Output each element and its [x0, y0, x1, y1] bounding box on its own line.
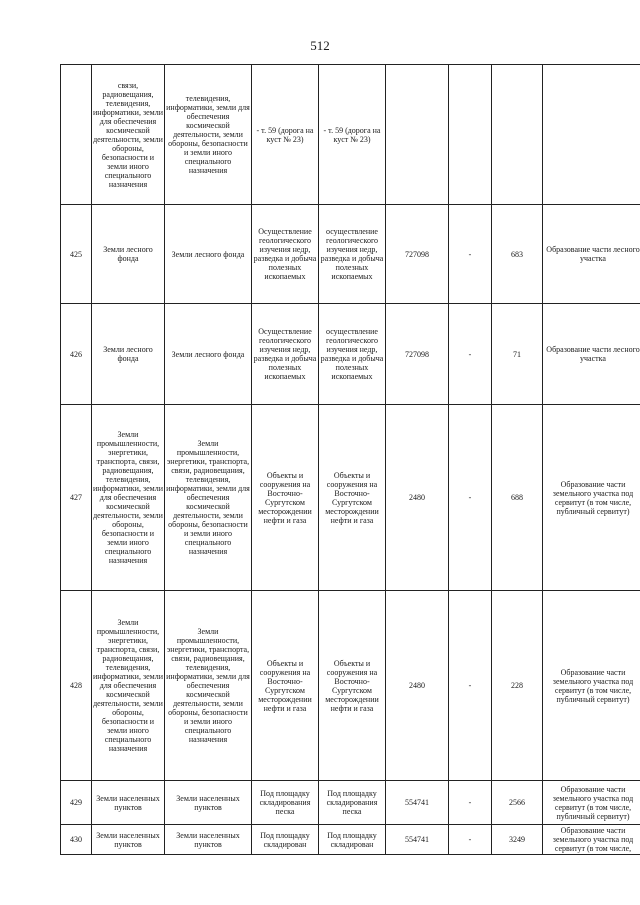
permitted-use: Объекты и сооружения на Восточно-Сургутском месторождении нефти и газа	[252, 405, 319, 591]
permitted-use-text: осуществление геологического изучения недр, разведка и добыча полезных ископаемых	[319, 304, 386, 405]
purpose: Образование части лесного участка	[543, 304, 640, 405]
land-category: Земли лесного фонда	[92, 304, 165, 405]
permitted-use: Под площадку складирован	[252, 825, 319, 855]
land-category: связи, радиовещания, телевидения, информатики, земли для обеспечения космической деятельности, земли обороны, безопасности и земли иного специального назначения	[92, 65, 165, 205]
purpose	[543, 65, 640, 205]
cadastral-number: 727098	[386, 304, 449, 405]
permitted-use-text: - т. 59 (дорога на куст № 23)	[319, 65, 386, 205]
land-category: Земли лесного фонда	[92, 205, 165, 304]
dash-cell: -	[449, 205, 492, 304]
page-number: 512	[310, 38, 330, 53]
cadastral-number: 2480	[386, 591, 449, 781]
dash-cell: -	[449, 825, 492, 855]
land-category-text: Земли промышленности, энергетики, транспорта, связи, радиовещания, телевидения, информатики, земли для обеспечения космической деятельности, земли обороны, безопасности и земли иного специального назначения	[165, 591, 252, 781]
dash-cell	[449, 65, 492, 205]
row-number: 425	[61, 205, 92, 304]
table-row	[61, 591, 640, 781]
permitted-use: Осуществление геологического изучения недр, разведка и добыча полезных ископаемых	[252, 205, 319, 304]
area-value: 683	[492, 205, 543, 304]
permitted-use-text: Объекты и сооружения на Восточно-Сургутском месторождении нефти и газа	[319, 405, 386, 591]
row-number	[61, 65, 92, 205]
table-row	[61, 405, 640, 591]
area-value: 71	[492, 304, 543, 405]
permitted-use: Под площадку складирования песка	[252, 781, 319, 825]
table-row	[61, 205, 640, 304]
land-plots-table	[60, 64, 640, 855]
land-category-text: телевидения, информатики, земли для обеспечения космической деятельности, земли обороны, безопасности и земли иного специального назначения	[165, 65, 252, 205]
dash-cell: -	[449, 304, 492, 405]
land-category-text: Земли промышленности, энергетики, транспорта, связи, радиовещания, телевидения, информатики, земли для обеспечения космической деятельности, земли обороны, безопасности и земли иного специального назначения	[165, 405, 252, 591]
cadastral-number: 2480	[386, 405, 449, 591]
area-value: 228	[492, 591, 543, 781]
purpose: Образование части земельного участка под сервитут (в том числе, публичный сервитут)	[543, 405, 640, 591]
row-number: 428	[61, 591, 92, 781]
purpose: Образование части земельного участка под сервитут (в том числе, публичный сервитут)	[543, 781, 640, 825]
dash-cell: -	[449, 781, 492, 825]
purpose: Образование части земельного участка под сервитут (в том числе,	[543, 825, 640, 855]
purpose: Образование части лесного участка	[543, 205, 640, 304]
land-category-text: Земли лесного фонда	[165, 304, 252, 405]
row-number: 427	[61, 405, 92, 591]
table-row	[61, 65, 640, 205]
area-value: 2566	[492, 781, 543, 825]
permitted-use: Осуществление геологического изучения недр, разведка и добыча полезных ископаемых	[252, 304, 319, 405]
land-category: Земли промышленности, энергетики, транспорта, связи, радиовещания, телевидения, информатики, земли для обеспечения космической деятельности, земли обороны, безопасности и земли иного специального назначения	[92, 405, 165, 591]
land-category-text: Земли лесного фонда	[165, 205, 252, 304]
permitted-use-text: Объекты и сооружения на Восточно-Сургутском месторождении нефти и газа	[319, 591, 386, 781]
area-value: 3249	[492, 825, 543, 855]
purpose: Образование части земельного участка под сервитут (в том числе, публичный сервитут)	[543, 591, 640, 781]
dash-cell: -	[449, 591, 492, 781]
row-number: 426	[61, 304, 92, 405]
cadastral-number	[386, 65, 449, 205]
cadastral-number: 554741	[386, 825, 449, 855]
cadastral-number: 727098	[386, 205, 449, 304]
area-value: 688	[492, 405, 543, 591]
row-number: 430	[61, 825, 92, 855]
permitted-use: Объекты и сооружения на Восточно-Сургутском месторождении нефти и газа	[252, 591, 319, 781]
cadastral-number: 554741	[386, 781, 449, 825]
land-category-text: Земли населенных пунктов	[165, 781, 252, 825]
land-category: Земли населенных пунктов	[92, 825, 165, 855]
permitted-use: - т. 59 (дорога на куст № 23)	[252, 65, 319, 205]
table-row	[61, 781, 640, 825]
permitted-use-text: Под площадку складирован	[319, 825, 386, 855]
permitted-use-text: осуществление геологического изучения недр, разведка и добыча полезных ископаемых	[319, 205, 386, 304]
permitted-use-text: Под площадку складирования песка	[319, 781, 386, 825]
land-category: Земли промышленности, энергетики, транспорта, связи, радиовещания, телевидения, информатики, земли для обеспечения космической деятельности, земли обороны, безопасности и земли иного специального назначения	[92, 591, 165, 781]
table-row	[61, 304, 640, 405]
land-category-text: Земли населенных пунктов	[165, 825, 252, 855]
table-row	[61, 825, 640, 855]
row-number: 429	[61, 781, 92, 825]
land-category: Земли населенных пунктов	[92, 781, 165, 825]
dash-cell: -	[449, 405, 492, 591]
area-value	[492, 65, 543, 205]
